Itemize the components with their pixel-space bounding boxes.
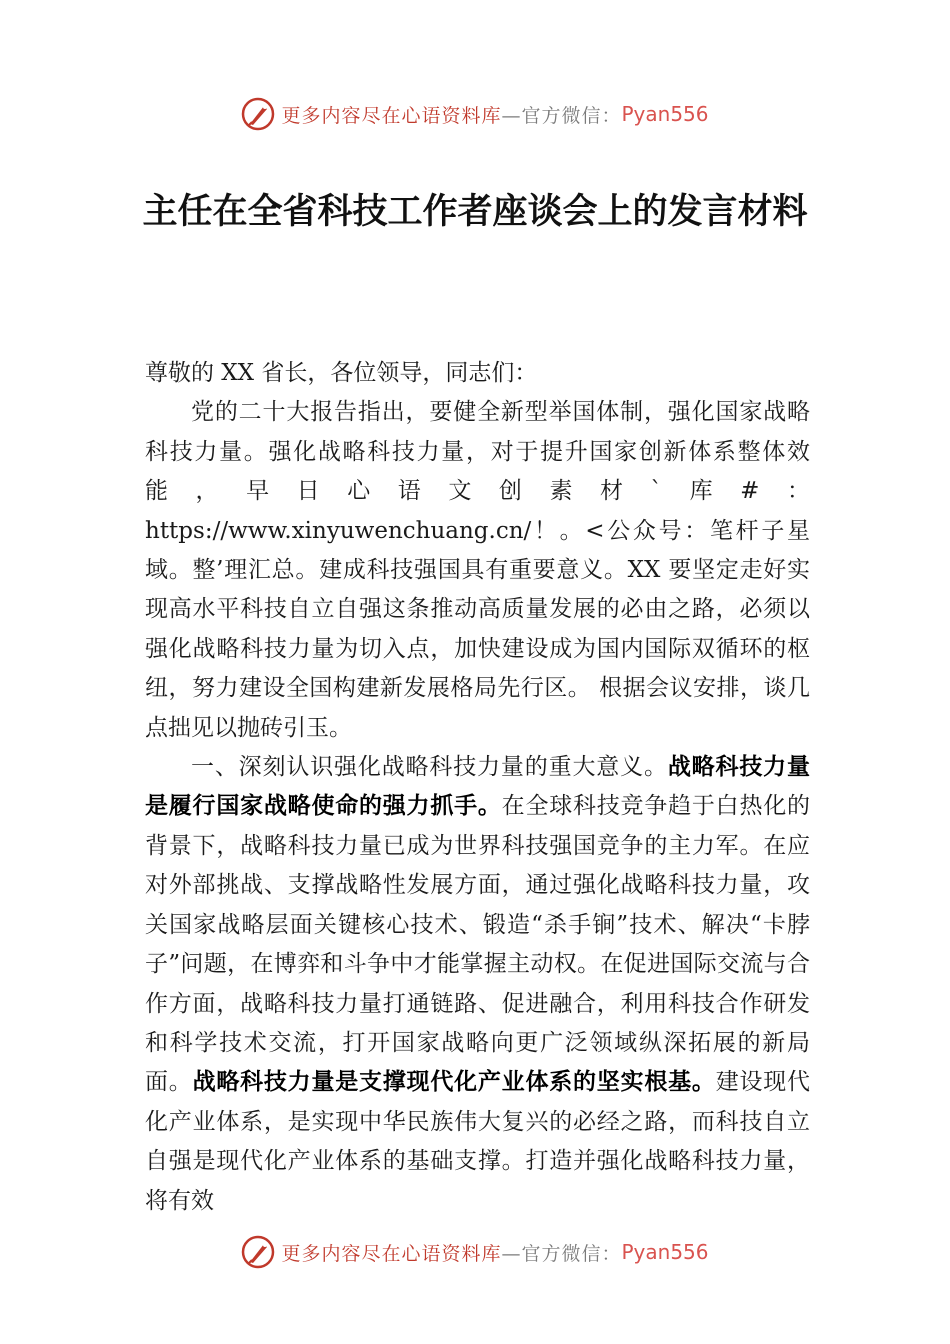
- feather-pen-logo-icon: [241, 1235, 275, 1269]
- banner-wechat-id: Pyan556: [621, 1240, 709, 1264]
- banner-wechat-id: Pyan556: [621, 102, 709, 126]
- banner-text: 更多内容尽在心语资料库: [281, 104, 502, 127]
- banner-separator: —官方微信：: [501, 104, 622, 127]
- section-heading: 一、深刻认识强化战略科技力量的重大意义。: [191, 754, 668, 781]
- header-banner: [0, 94, 950, 134]
- footer-banner: [0, 1232, 950, 1272]
- salutation: 尊敬的 XX 省长，各位领导，同志们：: [145, 360, 538, 386]
- bold-point-1: 战略科技力量是履行国家战略使命的强力抓手。: [145, 754, 811, 820]
- banner-text: 更多内容尽在心语资料库: [281, 1242, 502, 1265]
- paragraph-2: [145, 748, 810, 1221]
- paragraph-2-text-2: 建设现代化产业体系，是实现中华民族伟大复兴的必经之路，而科技自立自强是现代化产业体系的基础支撑。打造并强化战略科技力量，将有效: [145, 1069, 811, 1214]
- feather-pen-logo-icon: [241, 97, 275, 131]
- document-body: [145, 354, 810, 1221]
- document-title: 主任在全省科技工作者座谈会上的发言材料: [142, 191, 808, 232]
- bold-point-2: 战略科技力量是支撑现代化产业体系的坚实根基。: [192, 1069, 716, 1096]
- banner-separator: —官方微信：: [501, 1242, 622, 1265]
- paragraph-1: 党的二十大报告指出，要健全新型举国体制，强化国家战略科技力量。强化战略科技力量，对于提升国家创新体系整体效能，早日心语文创素材`库#：https://www.xinyuwenchuang.cn/！。<公众号：笔杆子星域。整’理汇总。建成科技强国具有重要意义。XX 要坚定走好实现高水平科技自立自强这条推动高质量发展的必由之路，必须以强化战略科技力量为切入点，加快建设成为国内国际双循环的枢纽，努力建设全国构建新发展格局先行区。 根据会议安排，谈几点拙见以抛砖引玉。: [145, 399, 810, 741]
- paragraph-2-text-1: 在全球科技竞争趋于白热化的背景下，战略科技力量已成为世界科技强国竞争的主力军。在应对外部挑战、支撑战略性发展方面，通过强化战略科技力量，攻关国家战略层面关键核心技术、锻造“杀手锏”技术、解决“卡脖子”问题，在博弈和斗争中才能掌握主动权。在促进国际交流与合作方面，战略科技力量打通链路、促进融合，利用科技合作研发和科学技术交流，打开国家战略向更广泛领域纵深拓展的新局面。: [145, 793, 811, 1096]
